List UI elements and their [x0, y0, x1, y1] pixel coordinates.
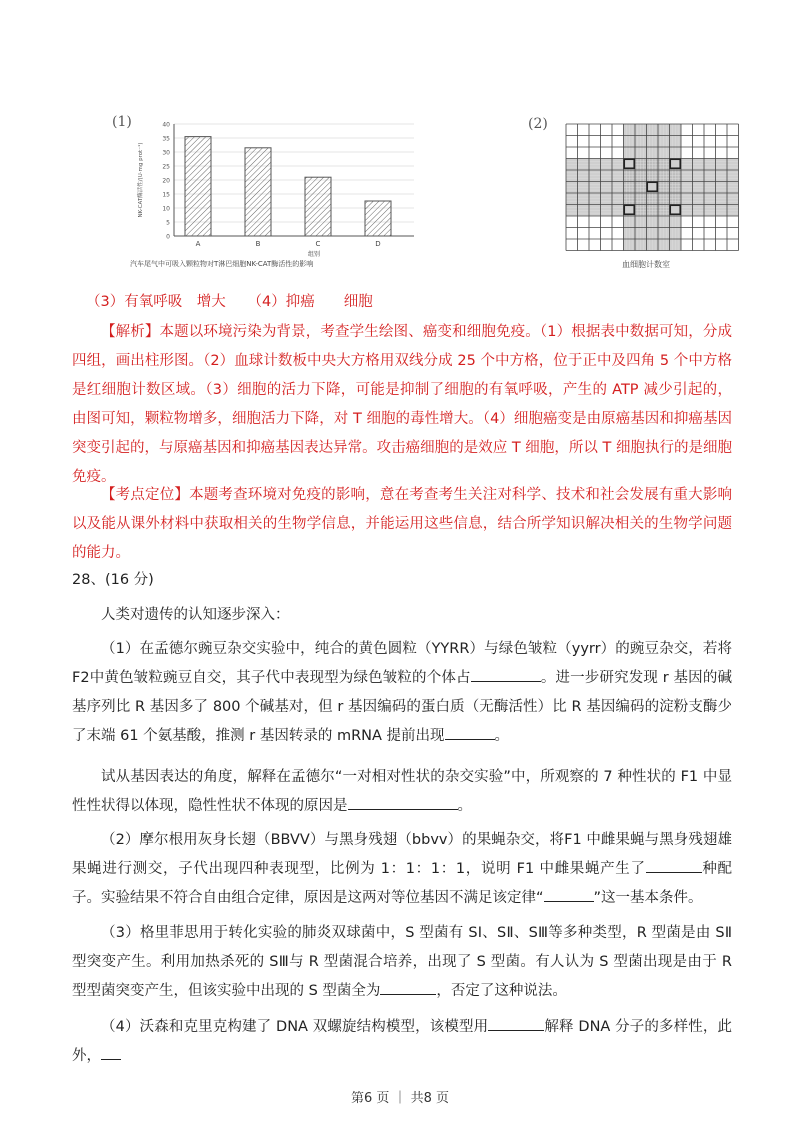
part1-text-b: 。进一步研究发现 r 基因的碱基序列比 R 基因多了 800 个碱基对，但 r 基因编码的蛋白质（无酶活性）比 R 基因编码的淀粉支酶少了末端 61 个氨基酸，推测 r 基因转录的 mRNA 提前出现	[72, 670, 732, 744]
bar-chart	[128, 118, 428, 258]
part1-explain-text-a: 试从基因表达的角度，解释在孟德尔“一对相对性状的杂交实验”中，所观察的 7 种性状的 F1 中显性性状得以体现，隐性性状不体现的原因是	[72, 769, 732, 814]
blank-4[interactable]	[646, 858, 702, 874]
x-tick-label: D	[375, 240, 381, 248]
counting-square	[624, 205, 634, 214]
question-part1	[72, 635, 732, 751]
part3-text-b: ，否定了这种说法。	[436, 983, 567, 999]
question-header: 28、(16 分)	[72, 572, 154, 588]
question-part2	[72, 826, 732, 913]
page-footer: 第6 页 ｜ 共8 页	[350, 1091, 450, 1106]
y-tick-label: 10	[162, 205, 170, 213]
hemocytometer-grid	[562, 120, 742, 260]
question-part4	[72, 1013, 732, 1071]
part3-text-a: （3）格里菲思用于转化实验的肺炎双球菌中，S 型菌有 SⅠ、SⅡ、SⅢ等多种类型，R 型菌是由 SⅡ型突变产生。利用加热杀死的 SⅢ与 R 型菌混合培养，出现了 S 型菌。有人认为 S 型菌出现是由于 R 型型菌突变产生，但该实验中出现的 S 型菌全为	[72, 925, 732, 999]
blank-2[interactable]	[445, 725, 495, 741]
blank-1[interactable]	[471, 667, 541, 683]
counting-square	[670, 159, 680, 168]
part4-text-b: 解释 DNA 分子的多样性，此外，	[72, 1019, 732, 1064]
y-tick-label: 0	[166, 233, 170, 241]
blank-3[interactable]	[348, 795, 458, 811]
key-point-paragraph: 【考点定位】本题考查环境对免疫的影响，意在考查考生关注对科学、技术和社会发展有重大影响以及能从课外材料中获取相关的生物学信息，并能运用这些信息，结合所学知识解决相关的生物学问题的能力。	[72, 487, 732, 561]
analysis-paragraph: 【解析】本题以环境污染为背景，考查学生绘图、癌变和细胞免疫。（1）根据表中数据可知，分成四组，画出柱形图。（2）血球计数板中央大方格用双线分成 25 个中方格，位于正中及四角 5 个中方格是红细胞计数区域。（3）细胞的活力下降，可能是抑制了细胞的有氧呼吸，产生的 ATP 减少引起的，由图可知，颗粒物增多，细胞活力下降，对 T 细胞的毒性增大。（4）细胞癌变是由原癌基因和抑癌基因突变引起的，与原癌基因和抑癌基因表达异常。攻击癌细胞的是效应 T 细胞，所以 T 细胞执行的是细胞免疫。	[72, 324, 732, 485]
part1-explain-text-b: 。	[457, 798, 472, 814]
figure1-caption: 汽车尾气中可吸入颗粒物对T淋巴细胞NK-CAT酶活性的影响	[130, 260, 314, 268]
part2-text-b: 种配子。实验结果不符合自由组合定律，原因是这两对等位基因不满足该定律“	[72, 861, 732, 906]
y-tick-label: 5	[166, 219, 170, 227]
counting-square	[670, 205, 680, 214]
blank-5[interactable]	[544, 887, 594, 903]
figure1-label: (1)	[112, 114, 132, 130]
question-intro: 人类对遗传的认知逐步深入：	[101, 607, 290, 623]
part2-text-c: ”这一基本条件。	[593, 890, 703, 906]
bar	[365, 201, 391, 236]
x-axis-label: 组别	[307, 251, 321, 258]
x-tick-label: B	[255, 240, 261, 248]
counting-square	[647, 182, 657, 191]
question-part1-explain	[72, 763, 732, 821]
x-tick-label: C	[315, 240, 321, 248]
question-part3	[72, 919, 732, 1006]
bar	[305, 177, 331, 236]
y-axis-label: NK-CAT酶活性/(U·mg prot⁻¹)	[138, 142, 144, 218]
part4-text-a: （4）沃森和克里克构建了 DNA 双螺旋结构模型，该模型用	[101, 1019, 489, 1035]
figure2-caption: 血细胞计数室	[622, 260, 670, 269]
part1-text-c: 。	[494, 728, 510, 744]
y-tick-label: 30	[162, 149, 170, 157]
y-tick-label: 20	[162, 177, 170, 185]
answer-line: （3）有氧呼吸 增大 （4）抑癌 细胞	[86, 294, 373, 310]
blank-7[interactable]	[488, 1016, 544, 1032]
y-tick-label: 40	[162, 121, 170, 129]
figure2-label: (2)	[528, 116, 548, 132]
part1-text-a: （1）在孟德尔豌豆杂交实验中，纯合的黄色圆粒（YYRR）与绿色皱粒（yyrr）的豌豆杂交，若将F2中黄色皱粒豌豆自交，其子代中表现型为绿色皱粒的个体占	[72, 641, 732, 686]
blank-6[interactable]	[380, 980, 436, 996]
blank-8[interactable]	[101, 1045, 121, 1061]
counting-square	[624, 159, 634, 168]
part2-text-a: （2）摩尔根用灰身长翅（BBVV）与黑身残翅（bbvv）的果蝇杂交，将F1 中雌果蝇与黑身残翅雄果蝇进行测交，子代出现四种表现型，比例为 1：1：1：1，说明 F1 中雌果蝇产生了	[72, 832, 732, 877]
x-tick-label: A	[195, 240, 201, 248]
bar	[245, 148, 271, 236]
y-tick-label: 25	[162, 163, 170, 171]
y-tick-label: 35	[162, 135, 170, 143]
y-tick-label: 15	[162, 191, 170, 199]
bar	[185, 137, 211, 236]
